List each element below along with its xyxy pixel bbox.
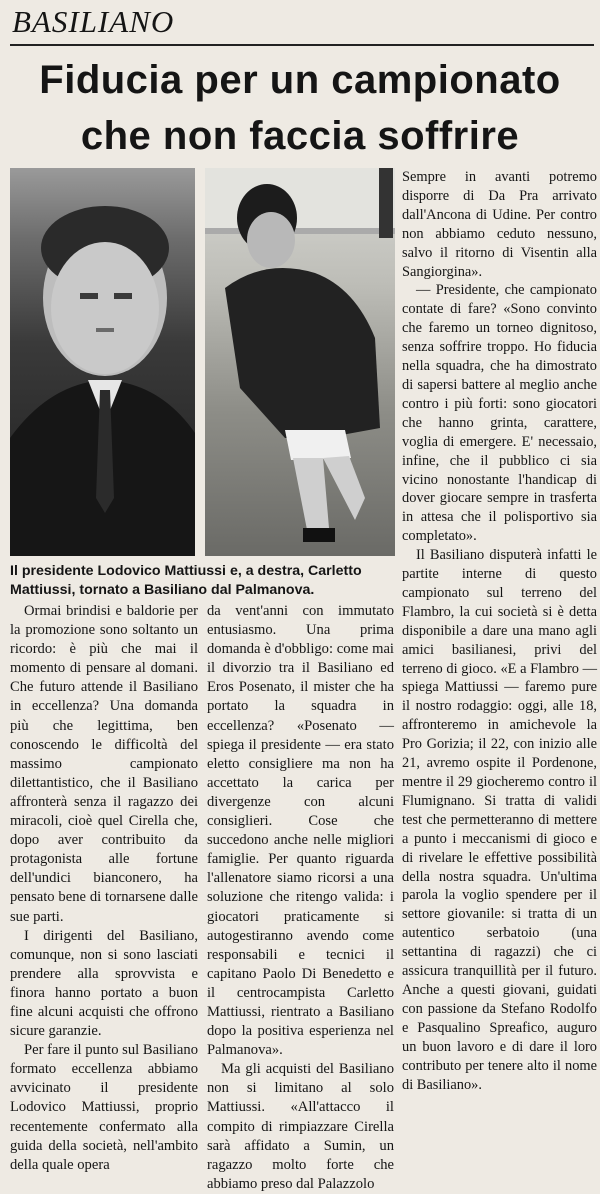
article-column-2 bbox=[207, 602, 394, 1194]
paragraph: I dirigenti del Basiliano, comunque, non si sono lasciati prendere alla sprovvista e finora hanno portato a buon fine alcuni acquisti che offrono sicure garanzie. bbox=[10, 927, 198, 1040]
player-illustration bbox=[205, 168, 395, 556]
section-divider bbox=[10, 44, 594, 46]
paragraph: Ormai brindisi e baldorie per la promozione sono soltanto un ricordo: è più che mai il momento di pensare al domani. Che futuro attende il Basiliano in eccellenza? Una domanda più che legittima, ben conoscendo le difficoltà del massimo campionato dilettantistico, che il Basiliano affronterà senza il ragazzo dei miracoli, cioè quel Cirella che, dopo aver contribuito da protagonista alle fortune dell'undici bianconero, ha pensato bene di tornarsene dalle sue parti. bbox=[10, 603, 198, 925]
article-column-1 bbox=[10, 602, 198, 1175]
paragraph: Il Basiliano disputerà infatti le partite interne di questo campionato sul terreno del Flambro, la cui società si è detta disponibile a dare una mano agli amici basilianesi, privi del terreno di gioco. «E a Flambro — spiega Mattiussi — faremo pure il nostro rodaggio: oggi, alle 18, affronteremo in amichevole la Pro Gorizia; il 22, con inizio alle 21, avremo ospite il Pordenone, mentre il 29 giocheremo contro il Flumignano. Si tratta di validi test che permetteranno di mettere a punto i meccanismi di gioco e di rivelare le effettive possibilità della nostra squadra. Un'ultima parola la voglio spendere per il settore giovanile: si tratta di un autentico serbatoio (una settantina di ragazzi) che ci assicura tranquillità per il futuro. Anche a questi giovani, guidati con passione da Stefano Rodolfo e Pasqualino Spreafico, auguro un buon lavoro e di dare il loro contributo per tenere alto il nome di Basiliano». bbox=[402, 547, 597, 1093]
headline-line-1: Fiducia per un campionato bbox=[39, 58, 561, 102]
paragraph: da vent'anni con immutato entusiasmo. Una prima domanda è d'obbligo: come mai il divorzio tra il Basiliano ed Eros Posenato, il mister che ha portato la squadra in eccellenza? «Posenato — spiega il presidente — era stato eletto consigliere ma non ha accettato la carica per divergenze con alcuni consiglieri. Cose che succedono anche nelle migliori famiglie. Per quanto riguarda l'allenatore siamo ricorsi a una soluzione che ritengo valida: i giocatori praticamente si autogestiranno avendo come responsabili e tecnici il capitano Paolo Di Benedetto e il centrocampista Carletto Mattiussi, rientrato a Basiliano dopo la positiva esperienza nel Palmanova». bbox=[207, 603, 394, 1059]
portrait-photo bbox=[10, 168, 195, 556]
paragraph: Ma gli acquisti del Basiliano non si limitano al solo Mattiussi. «All'attacco il compito di rimpiazzare Cirella sarà affidato a Sumin, un ragazzo molto forte che abbiamo preso dal Palazzolo bbox=[207, 1061, 394, 1192]
headline-line-2: che non faccia soffrire bbox=[80, 114, 520, 158]
article-column-3 bbox=[402, 168, 597, 1094]
paragraph: Per fare il punto sul Basiliano formato eccellenza abbiamo avvicinato il presidente Lodovico Mattiussi, proprio recentemente confermato alla guida della società, nell'ambito della quale opera bbox=[10, 1042, 198, 1173]
paragraph: — Presidente, che campionato contate di fare? «Sono convinto che faremo un torneo dignitoso, senza soffrire troppo. Ho fiducia nella squadra, che ha dimostrato di sapersi battere al meglio anche contro i più forti: sono giocatori che hanno grinta, carattere, voglia di emergere. E' necessaio, infine, che il pubblico ci sia vicino nonostante l'handicap di dover giocare sempre in trasferta in attesa che il polisportivo sia completato». bbox=[402, 282, 597, 545]
section-title: BASILIANO bbox=[12, 4, 175, 39]
portrait-illustration bbox=[10, 168, 195, 556]
soccer-player-photo bbox=[205, 168, 395, 556]
headline bbox=[0, 52, 600, 164]
paragraph: Sempre in avanti potremo disporre di Da Pra arrivato dall'Ancona di Udine. Per contro non abbiamo ceduto nessuno, salvo il ritorno di Visentin alla Sangiorgina». bbox=[402, 169, 597, 280]
photo-caption: Il presidente Lodovico Mattiussi e, a destra, Carletto Mattiussi, tornato a Basiliano dal Palmanova. bbox=[10, 563, 362, 598]
